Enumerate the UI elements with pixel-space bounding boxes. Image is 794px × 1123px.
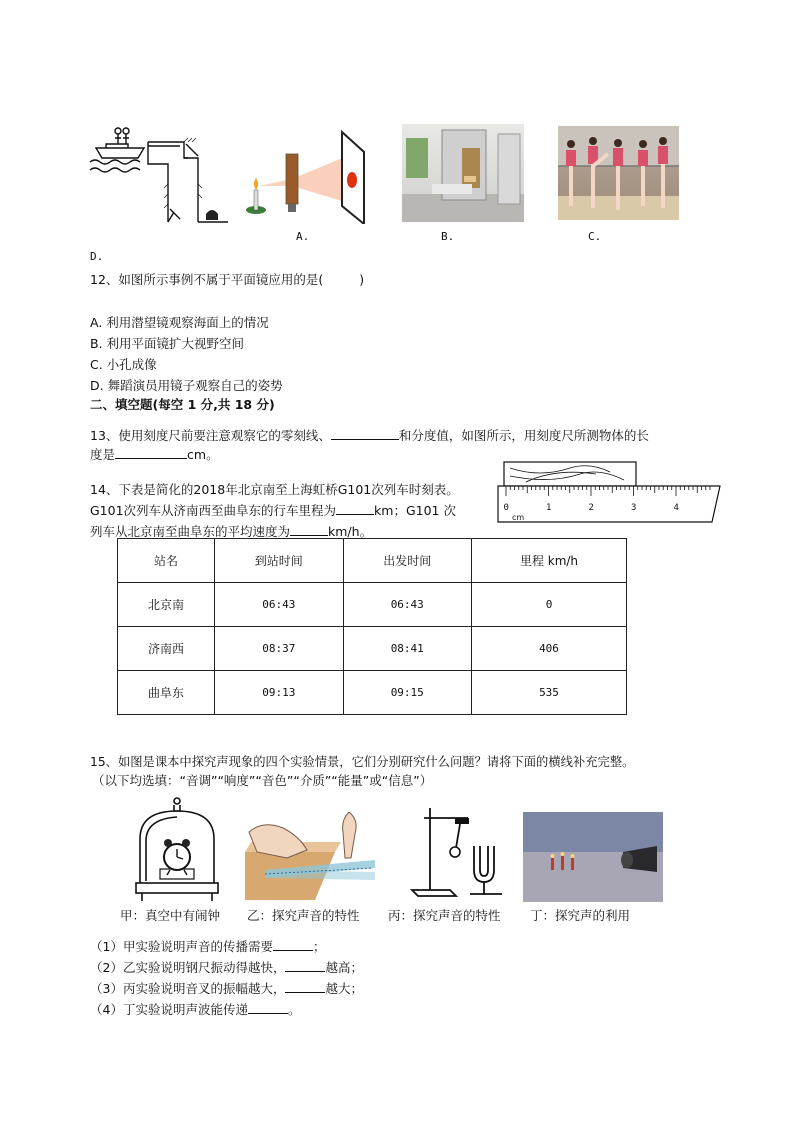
option-c-label: C. xyxy=(588,230,602,243)
caption-jia: 甲：真空中有闹钟 xyxy=(120,908,221,923)
option-d-label: D. xyxy=(90,250,104,263)
question-15-sub-1-text: （1）甲实验说明声音的传播需要 xyxy=(90,939,273,954)
question-14-unit: km/h。 xyxy=(328,524,373,539)
periscope-figure xyxy=(88,124,238,224)
table-cell: 北京南 xyxy=(118,583,215,627)
table-cell: 济南西 xyxy=(118,627,215,671)
question-15-sub-3 xyxy=(90,979,363,997)
question-14-text-c: 列车从北京南至曲阜东的平均速度为 xyxy=(90,524,291,539)
measured-object xyxy=(504,462,636,486)
blank-15-2[interactable] xyxy=(285,959,325,972)
candle-speaker-photo xyxy=(523,812,663,902)
question-12-option-a: A. 利用潜望镜观察海面上的情况 xyxy=(90,315,269,330)
question-15-sub-4 xyxy=(90,1000,300,1018)
table-cell: 08:41 xyxy=(343,627,471,671)
blank-13-1[interactable] xyxy=(331,427,399,440)
question-14-line-1: 14、下表是简化的2018年北京南至上海虹桥G101次列车时刻表。 xyxy=(90,482,459,497)
question-14-line-2 xyxy=(90,501,456,519)
question-12-close: ) xyxy=(359,272,365,287)
pinhole-figure xyxy=(242,124,377,224)
ruler-figure xyxy=(496,458,722,526)
question-15-line-2: （以下均选填：“音调”“响度”“音色”“介质”“能量”或“信息”） xyxy=(92,773,433,788)
question-13-text-a: 13、使用刻度尺前要注意观察它的零刻线、 xyxy=(90,428,331,443)
table-row xyxy=(118,583,627,627)
table-cell: 406 xyxy=(472,627,627,671)
question-15-sub-4-text: （4）丁实验说明声波能传递 xyxy=(90,1002,248,1017)
table-cell: 09:13 xyxy=(215,671,343,715)
question-15-sub-1 xyxy=(90,937,325,955)
question-13-line-1 xyxy=(90,426,649,444)
blank-14-2[interactable] xyxy=(290,523,328,536)
question-14-text-b: km；G101 次 xyxy=(374,503,456,518)
table-cell: 06:43 xyxy=(215,583,343,627)
question-12-stem xyxy=(90,270,364,288)
table-header-row xyxy=(118,539,627,583)
question-13-unit: cm。 xyxy=(187,447,219,462)
question-13-line-2 xyxy=(90,445,219,463)
table-header-cell: 出发时间 xyxy=(343,539,471,583)
timetable xyxy=(117,538,627,715)
ruler-body xyxy=(498,486,720,522)
question-14-text-a: G101次列车从济南西至曲阜东的行车里程为 xyxy=(90,503,337,518)
dancers-mirror-photo xyxy=(558,126,679,220)
ruler-tick-label: 3 xyxy=(631,503,637,513)
ruler-tick-label: 2 xyxy=(588,503,594,513)
question-12-text: 12、如图所示事例不属于平面镜应用的是( xyxy=(90,272,324,287)
blank-13-2[interactable] xyxy=(115,446,187,459)
caption-ding: 丁：探究声的利用 xyxy=(530,908,631,923)
table-row xyxy=(118,627,627,671)
table-cell: 08:37 xyxy=(215,627,343,671)
ruler-tick-label: 0 xyxy=(503,503,509,513)
question-13-text-b: 和分度值，如图所示，用刻度尺所测物体的长 xyxy=(398,428,649,443)
blank-15-3[interactable] xyxy=(285,980,325,993)
room-mirror-photo xyxy=(402,124,524,222)
question-15-sub-3-text: （3）丙实验说明音叉的振幅越大， xyxy=(90,981,286,996)
tuning-fork-figure xyxy=(410,808,506,900)
question-15-line-1: 15、如图是课本中探究声现象的四个实验情景，它们分别研究什么问题？请将下面的横线补充完整。 xyxy=(90,755,635,769)
question-15-sub-1-end: ； xyxy=(312,939,326,954)
table-cell: 曲阜东 xyxy=(118,671,215,715)
table-cell: 0 xyxy=(472,583,627,627)
question-15-sub-2-end: 越高； xyxy=(325,960,363,975)
caption-bing: 丙：探究声音的特性 xyxy=(388,908,501,923)
option-b-label: B. xyxy=(441,230,455,243)
table-header-cell: 到站时间 xyxy=(215,539,343,583)
table-header-cell: 站名 xyxy=(118,539,215,583)
table-cell: 09:15 xyxy=(343,671,471,715)
ruler-unit: cm xyxy=(512,513,525,522)
option-a-label: A. xyxy=(296,230,310,243)
question-15-sub-2-text: （2）乙实验说明钢尺振动得越快， xyxy=(90,960,286,975)
blank-15-1[interactable] xyxy=(273,938,313,951)
question-12-option-d: D. 舞蹈演员用镜子观察自己的姿势 xyxy=(90,378,283,393)
ruler-vibration-figure xyxy=(245,812,378,900)
table-row xyxy=(118,671,627,715)
section-2-heading: 二、填空题(每空 1 分,共 18 分) xyxy=(90,397,275,412)
question-15-sub-2 xyxy=(90,958,363,976)
bell-jar-figure xyxy=(132,795,222,903)
caption-yi: 乙：探究声音的特性 xyxy=(247,908,360,923)
ruler-tick-label: 1 xyxy=(546,503,552,513)
ruler-tick-label: 4 xyxy=(673,503,679,513)
question-13-text-c: 度是 xyxy=(90,447,116,462)
table-header-cell: 里程 km/h xyxy=(472,539,627,583)
question-15-sub-3-end: 越大； xyxy=(325,981,363,996)
blank-14-1[interactable] xyxy=(336,502,374,515)
table-cell: 06:43 xyxy=(343,583,471,627)
question-12-option-b: B. 利用平面镜扩大视野空间 xyxy=(90,336,245,351)
question-12-option-c: C. 小孔成像 xyxy=(90,357,157,372)
table-cell: 535 xyxy=(472,671,627,715)
blank-15-4[interactable] xyxy=(248,1001,288,1014)
question-15-sub-4-end: 。 xyxy=(287,1002,301,1017)
